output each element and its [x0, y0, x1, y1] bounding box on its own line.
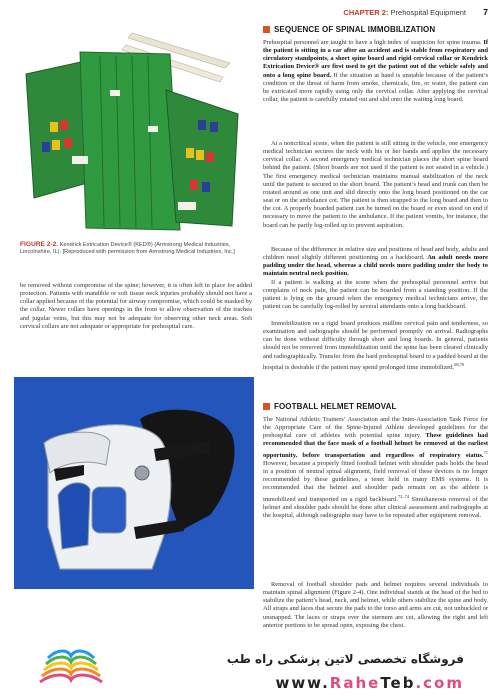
figure-caption-text: Kendrick Extrication Device® (KED®) (Armstrong Medical Industries, Lincolnshire, IL). [Reproduced with permission from Armstrong Medical Industries, Inc.]	[20, 242, 235, 256]
url-part: Rahe	[329, 674, 381, 692]
citation-ref: 71	[483, 449, 488, 455]
football-paragraph-1	[263, 416, 488, 520]
url-part: .com	[415, 674, 464, 692]
text-run: Simultaneous removal of the helmet and shoulder pads should be done after clinical assessment and radiographs at the hospital, although radiographs may have to be repeated after equipment removal.	[263, 495, 488, 519]
url-part: www.	[275, 674, 330, 692]
section-title-spinal: SEQUENCE OF SPINAL IMMOBILIZATION	[274, 25, 436, 34]
citation-ref: 68,70	[454, 361, 465, 367]
text-run: Because of the difference in relative size and positions of head and body, adults and children need slightly different positioning on a backboard.	[263, 246, 488, 262]
chapter-label	[343, 8, 466, 17]
spinal-paragraph-1	[263, 39, 488, 104]
text-run: If the situation at hand is unstable because of the patient’s condition or the threat of harm from smoke, chemicals, fire, or water, the patient can be extricated more rapidly using only the cervical collar. After applying the cervical collar, the patient is carefully rotated out and slid onto the waiting long board.	[263, 71, 488, 104]
url-part: Teb	[380, 674, 416, 692]
spinal-paragraph-2: At a noncritical scene, when the patient is still sitting in the vehicle, one emergency medical technician secures the neck with his or her hands and applies the necessary cervical collar. A second emergency medical technician places the short spine board behind the patient. (Short boards are not used if the patient is not seated in a vehicle.) The first emergency medical technician maintains manual stabilization of the neck until the patient is secured to the short board. The patient’s head and trunk can then be rotated around as one unit and slid directly onto the long board positioned on the car seat or on the ambulance cot. The patient is then strapped to the long board and then to the cot. A properly boarded patient can be turned on the board or even stood on end if necessary to move the patient to the ambulance. If the patient vomits, for instance, the board can be partly log-rolled up to prevent aspiration.	[263, 140, 488, 229]
page-number: 7	[483, 7, 488, 17]
spinal-paragraph-5	[263, 320, 488, 372]
figure-caption	[20, 241, 252, 256]
text-run: However, because a properly fitted football helmet with shoulder pads holds the head in a position of neutral spinal alignment, field removal of these devices is no longer recommended by these guidelines, a tenet held in many EMS systems. It is recommended that the helmet and shoulder pads remain on as the athlete is immobilized and transported on a rigid backboard.	[263, 459, 488, 503]
chapter-title: Prehospital Equipment	[390, 8, 466, 17]
spinal-paragraph-3	[263, 246, 488, 279]
citation-ref: 72–74	[397, 493, 410, 499]
section-heading-spinal	[263, 25, 488, 37]
emphasis-run: An adult needs more padding under the head, whereas a child needs more padding under the body to maintain neutral neck position.	[263, 254, 488, 278]
figure-label: FIGURE 2-2.	[20, 241, 59, 248]
text-run: Immobilization on a rigid board produces midline cervical pain and tenderness, so examination and radiographs should be performed promptly on arrival. Radiographs can be done without difficulty through short and long boards. In general, patients should not be removed from immobilization until the spine has been cleared clinically and radiographically. Transfer from the hard prehospital board to a padded board at the hospital is desirable if the patient may spend prolonged time immobilized.	[263, 320, 488, 371]
section-title-football: FOOTBALL HELMET REMOVAL	[274, 402, 397, 411]
store-name: فروشگاه تخصصی لاتین پزشکی راه طب	[226, 652, 464, 666]
section-marker-icon	[263, 26, 270, 33]
football-paragraph-2: Removal of football shoulder pads and helmet requires several individuals to maintain spinal alignment (Figure 2-4). One individual stands at the head of the bed to stabilize the patient’s head, neck, and helmet, while others stabilize the spine and body. All straps and laces that secure the pads to the torso and arms are cut, not unbuckled or unsnapped. The laces or straps over the sternum are cut, allowing the right and left anterior portions to be spread open, exposing the chest.	[263, 581, 488, 629]
section-heading-football	[263, 402, 488, 414]
text-run: The National Athletic Trainers’ Association and the Inter-Association Task Force for the Appropriate Care of the Spine-Injured Athlete developed guidelines for the prehospital care of athletes with potential spine injury.	[263, 416, 488, 440]
running-header	[0, 4, 500, 24]
emphasis-run: These guidelines had recommended that the face mask of a football helmet be removed at the earliest opportunity, before transportation and regardless of respiratory status.	[263, 432, 488, 459]
cervical-collar-photo	[14, 377, 254, 589]
text-run: Prehospital personnel are taught to have a high index of suspicion for spine trauma.	[263, 39, 484, 46]
site-footer-banner	[0, 638, 500, 700]
book-stack-logo-icon	[36, 646, 106, 694]
store-url	[275, 674, 464, 692]
emphasis-run: If the patient is sitting in a car after an accident and is stable from respiratory and circulatory standpoints, a short spine board and rigid cervical collar or Kendrick Extrication Device® are first used to get the patient out of the vehicle safely and onto a long spine board.	[263, 39, 488, 79]
chapter-number: CHAPTER 2:	[343, 8, 389, 17]
section-marker-icon	[263, 403, 270, 410]
spinal-paragraph-4: If a patient is walking at the scene when the prehospital personnel arrive but complains of neck pain, the patient can be boarded from a standing position. If the patient is lying on the ground when the emergency medical technicians arrive, the patient can be carefully log-rolled by several attendants onto a long backboard.	[263, 279, 488, 311]
ked-device-figure	[20, 30, 245, 235]
left-paragraph: be removed without compromise of the spine; however, it is often left in place for added protection. Patients with mandible or soft tissue neck injuries probably should not have a collar applied because of the potential for airway compromise, which could be masked by the collar. Newer collars have openings in the front to allow observation of the trachea and jugular veins, but this may not be adequate for observing other neck areas. Soft cervical collars are not adequate or appropriate for prehospital care.	[20, 282, 252, 330]
